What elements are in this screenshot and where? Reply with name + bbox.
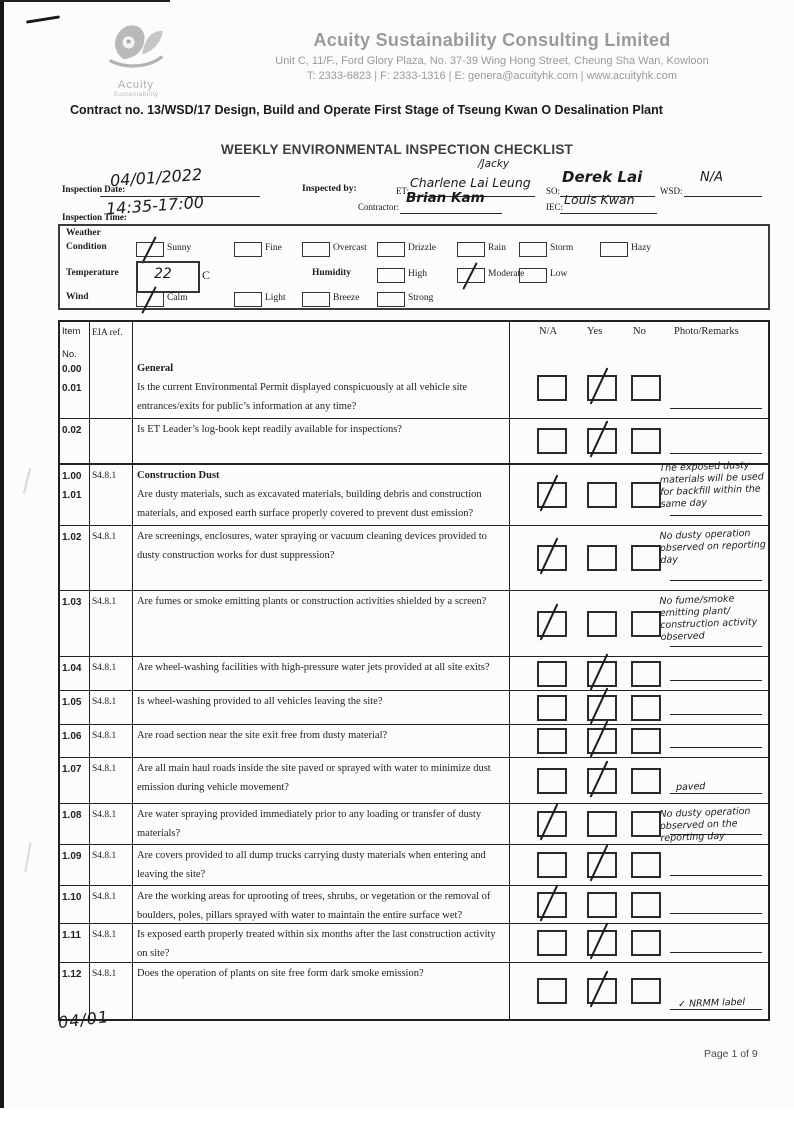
leaf-logo-icon — [103, 22, 169, 74]
iec-line — [560, 213, 657, 214]
row-answer-cell — [510, 758, 768, 803]
inspection-time-value: 14:35-17:00 — [105, 192, 205, 219]
checkbox-na[interactable] — [537, 892, 567, 918]
table-row — [60, 656, 768, 690]
question-text: Are all main haul roads inside the site paved or sprayed with water to minimize dust emission during vehicle movement? — [137, 763, 491, 793]
tick-mark — [590, 687, 609, 724]
row-eia-ref — [90, 526, 133, 590]
checkbox-yes[interactable] — [587, 852, 617, 878]
checkbox[interactable] — [377, 292, 405, 307]
item-number: 1.07 — [62, 764, 82, 775]
header-no: No — [633, 326, 646, 337]
item-number: 0.02 — [62, 425, 82, 436]
table-row — [60, 844, 768, 885]
remarks-line — [670, 913, 762, 914]
tick-mark — [590, 970, 609, 1007]
eia-ref: S4.8.1 — [92, 471, 117, 481]
iec-label: IEC: — [546, 202, 563, 212]
condition-label: Condition — [66, 242, 107, 252]
company-logo — [96, 22, 176, 98]
checkbox[interactable] — [302, 292, 330, 307]
tick-mark — [590, 653, 609, 690]
checkbox-label: Storm — [550, 243, 574, 253]
eia-ref: S4.8.1 — [92, 663, 117, 673]
wsd-label: WSD: — [660, 186, 683, 196]
item-number: 0.00 — [62, 364, 82, 375]
checkbox-na[interactable] — [537, 768, 567, 794]
inspection-date-label: Inspection Date: — [62, 184, 126, 194]
corner-note: 04/01 — [57, 1006, 111, 1033]
table-row — [60, 923, 768, 962]
remark-text: The exposed dusty materials will be used for backfill within the same day — [659, 459, 765, 511]
checkbox-na[interactable] — [537, 695, 567, 721]
header-item — [60, 322, 90, 358]
row-item-no — [60, 657, 90, 690]
scan-border-top — [0, 0, 170, 2]
checkbox[interactable] — [457, 268, 485, 283]
weather-section — [58, 224, 770, 310]
checkbox-no[interactable] — [631, 695, 661, 721]
table-row — [60, 418, 768, 463]
checkbox-yes[interactable] — [587, 811, 617, 837]
row-question-cell — [133, 691, 510, 724]
scan-crease — [23, 468, 31, 494]
checkbox[interactable] — [377, 268, 405, 283]
inspection-date-value: 04/01/2022 — [109, 164, 203, 191]
question-text: Does the operation of plants on site free form dark smoke emission? — [137, 968, 424, 979]
logo-subtext: Sustainability — [113, 91, 159, 98]
tick-mark — [590, 420, 609, 457]
remarks-line — [670, 680, 762, 681]
table-row — [60, 885, 768, 923]
remarks-line — [670, 875, 762, 876]
scan-edge-bottom — [0, 1108, 794, 1123]
row-item-no — [60, 845, 90, 885]
temperature-unit: C — [202, 268, 211, 282]
table-row — [60, 690, 768, 724]
table-row — [60, 459, 768, 525]
tick-mark — [590, 760, 609, 797]
checkbox-label: Low — [550, 269, 568, 279]
checkbox-yes[interactable] — [587, 695, 617, 721]
remark-text: No dusty operation observed on the reporting day — [659, 805, 751, 845]
page-number: Page 1 of 9 — [704, 1048, 758, 1060]
checkbox[interactable] — [457, 242, 485, 257]
header-remarks: Photo/Remarks — [674, 326, 739, 337]
humidity-label: Humidity — [312, 268, 352, 278]
remarks-line — [670, 580, 762, 581]
remarks-line — [670, 646, 762, 647]
inspection-time-label: Inspection Time: — [62, 212, 127, 222]
row-question-cell — [133, 804, 510, 844]
row-item-no — [60, 886, 90, 923]
checkbox-yes[interactable] — [587, 768, 617, 794]
checkbox-no[interactable] — [631, 545, 661, 571]
header-item-line1: Item — [62, 326, 81, 337]
row-answer-cell — [510, 845, 768, 885]
question-text: Are the working areas for uprooting of trees, shrubs, or vegetation or the removal of boulders, poles, pillars sprayed with water to maintain the entire surface wet? — [137, 891, 491, 921]
eia-ref: S4.8.1 — [92, 597, 117, 607]
remarks-line — [670, 453, 762, 454]
checkbox-no[interactable] — [631, 978, 661, 1004]
checkbox-yes[interactable] — [587, 728, 617, 754]
tick-mark — [462, 262, 477, 290]
checkbox-no[interactable] — [631, 661, 661, 687]
row-eia-ref — [90, 657, 133, 690]
question-text: Is exposed earth properly treated within six months after the last construction activity on site? — [137, 929, 496, 959]
row-question-cell — [133, 358, 510, 418]
row-item-no — [60, 804, 90, 844]
item-number: 1.06 — [62, 731, 82, 742]
table-row — [60, 803, 768, 844]
scan-border-left — [0, 0, 4, 1108]
table-row — [60, 757, 768, 803]
row-eia-ref — [90, 804, 133, 844]
remarks-line — [670, 952, 762, 953]
row-question-cell — [133, 526, 510, 590]
remark-text: No dusty operation observed on reporting day — [659, 527, 766, 567]
checkbox-no[interactable] — [631, 852, 661, 878]
temperature-box[interactable] — [136, 261, 200, 293]
question-text: Are water spraying provided immediately prior to any loading or transfer of dusty materials? — [137, 809, 482, 839]
checkbox[interactable] — [234, 292, 262, 307]
checkbox-label: Hazy — [631, 243, 652, 253]
item-number: 1.00 — [62, 471, 82, 482]
header-eia: EIA ref. — [90, 322, 133, 358]
eia-ref: S4.8.1 — [92, 892, 117, 902]
checkbox[interactable] — [519, 268, 547, 283]
item-number: 1.03 — [62, 597, 82, 608]
wsd-value: N/A — [700, 170, 723, 185]
row-answer-cell — [510, 459, 768, 525]
scan-crease — [24, 842, 31, 872]
inspected-by-label: Inspected by: — [302, 184, 357, 194]
row-item-no — [60, 419, 90, 463]
row-question-cell — [133, 924, 510, 962]
row-answer-cell — [510, 963, 768, 1019]
eia-ref: S4.8.1 — [92, 969, 117, 979]
item-number: 1.01 — [62, 490, 82, 501]
tick-mark — [141, 236, 156, 264]
row-eia-ref — [90, 591, 133, 656]
checkbox-label: Sunny — [167, 243, 192, 253]
row-eia-ref — [90, 886, 133, 923]
row-eia-ref — [90, 691, 133, 724]
row-question-cell — [133, 591, 510, 656]
question-text: Is wheel-washing provided to all vehicles leaving the site? — [137, 696, 383, 707]
so-value: Derek Lai — [562, 168, 643, 186]
row-answer-cell — [510, 526, 768, 590]
remark-text: paved — [675, 781, 706, 794]
row-question-cell — [133, 963, 510, 1019]
checkbox-na[interactable] — [537, 978, 567, 1004]
checkbox-no[interactable] — [631, 482, 661, 508]
et-value: Charlene Lai Leung — [410, 175, 531, 190]
checkbox-no[interactable] — [631, 930, 661, 956]
question-text: Are fumes or smoke emitting plants or construction activities shielded by a screen? — [137, 596, 487, 607]
row-question-cell — [133, 419, 510, 463]
checkbox-na[interactable] — [537, 661, 567, 687]
checklist-table — [58, 320, 770, 1021]
row-item-no — [60, 758, 90, 803]
row-question-cell — [133, 725, 510, 757]
checkbox-yes[interactable] — [587, 661, 617, 687]
remarks-line — [670, 714, 762, 715]
contractor-value: Brian Kam — [406, 190, 485, 206]
et-value-top: /Jacky — [478, 158, 510, 170]
remarks-line — [670, 408, 762, 409]
tick-mark — [540, 803, 559, 840]
section-heading: General — [137, 363, 174, 374]
question-text: Are covers provided to all dump trucks carrying dusty materials when entering and leaving the site? — [137, 850, 486, 880]
checkbox-label: Overcast — [333, 243, 367, 253]
temperature-value: 22 — [154, 266, 172, 282]
contractor-label: Contractor: — [358, 202, 399, 212]
row-eia-ref — [90, 725, 133, 757]
item-number: 1.11 — [62, 930, 81, 941]
checkbox-yes[interactable] — [587, 375, 617, 401]
eia-ref: S4.8.1 — [92, 697, 117, 707]
remark-text: No fume/smoke emitting plant/ construction activity observed — [659, 593, 758, 644]
pen-mark-artifact — [26, 15, 60, 23]
row-item-no — [60, 358, 90, 418]
checkbox-na[interactable] — [537, 728, 567, 754]
checkbox-label: Breeze — [333, 293, 360, 303]
checkbox-yes[interactable] — [587, 930, 617, 956]
row-eia-ref — [90, 465, 133, 525]
item-number: 1.04 — [62, 663, 82, 674]
checkbox-na[interactable] — [537, 611, 567, 637]
et-label: ET: — [396, 186, 410, 196]
header-na: N/A — [539, 326, 558, 337]
logo-text: Acuity — [118, 79, 154, 91]
tick-mark — [540, 884, 559, 921]
tick-mark — [590, 922, 609, 959]
header-answers — [510, 322, 768, 358]
eia-ref: S4.8.1 — [92, 851, 117, 861]
row-item-no — [60, 526, 90, 590]
row-item-no — [60, 691, 90, 724]
item-number: 0.01 — [62, 383, 82, 394]
row-eia-ref — [90, 845, 133, 885]
checkbox-label: Moderate — [488, 269, 525, 279]
checkbox-na[interactable] — [537, 482, 567, 508]
question-text: Is the current Environmental Permit displayed conspicuously at all vehicle site entrances/exits for public’s information at any time? — [137, 382, 468, 412]
row-eia-ref — [90, 758, 133, 803]
tick-mark — [590, 367, 609, 404]
checkbox-na[interactable] — [537, 545, 567, 571]
row-answer-cell — [510, 886, 768, 923]
contractor-line — [400, 213, 502, 214]
row-answer-cell — [510, 591, 768, 656]
page-title: WEEKLY ENVIRONMENTAL INSPECTION CHECKLIST — [221, 142, 573, 157]
checkbox-yes[interactable] — [587, 892, 617, 918]
row-question-cell — [133, 845, 510, 885]
company-address: Unit C, 11/F., Ford Glory Plaza, No. 37-39 Wing Hong Street, Cheung Sha Wan, Kowloon — [275, 55, 709, 67]
checkbox-label: Strong — [408, 293, 434, 303]
checkbox-no[interactable] — [631, 892, 661, 918]
row-answer-cell — [510, 419, 768, 463]
checkbox-na[interactable] — [537, 375, 567, 401]
checkbox-label: Drizzle — [408, 243, 436, 253]
eia-ref: S4.8.1 — [92, 810, 117, 820]
checkbox-label: Rain — [488, 243, 506, 253]
checkbox[interactable] — [519, 242, 547, 257]
tick-mark — [540, 537, 559, 574]
row-eia-ref — [90, 419, 133, 463]
checkbox-label: Light — [265, 293, 286, 303]
section-heading: Construction Dust — [137, 470, 220, 481]
table-row — [60, 962, 768, 1019]
wsd-line — [684, 196, 762, 197]
row-eia-ref — [90, 924, 133, 962]
row-item-no — [60, 591, 90, 656]
wind-label: Wind — [66, 292, 89, 302]
row-answer-cell — [510, 725, 768, 757]
question-text: Are road section near the site exit free from dusty material? — [137, 730, 388, 741]
question-text: Are screenings, enclosures, water spraying or vacuum cleaning devices provided to dusty construction works for dust suppression? — [137, 531, 487, 561]
item-number: 1.10 — [62, 892, 82, 903]
item-number: 1.09 — [62, 851, 82, 862]
checkbox-na[interactable] — [537, 811, 567, 837]
table-row — [60, 525, 768, 590]
checkbox[interactable] — [600, 242, 628, 257]
weather-wind-row — [60, 292, 768, 312]
checkbox-no[interactable] — [631, 375, 661, 401]
checkbox-yes[interactable] — [587, 482, 617, 508]
row-answer-cell — [510, 358, 768, 418]
remarks-line — [670, 747, 762, 748]
weather-condition-row — [60, 242, 768, 262]
row-question-cell — [133, 886, 510, 923]
checkbox-no[interactable] — [631, 811, 661, 837]
temperature-label: Temperature — [66, 268, 119, 278]
header-question — [133, 322, 510, 358]
remark-text: ✓ NRMM label — [677, 996, 746, 1011]
checkbox-label: High — [408, 269, 427, 279]
checkbox-yes[interactable] — [587, 978, 617, 1004]
eia-ref: S4.8.1 — [92, 764, 117, 774]
checkbox[interactable] — [136, 292, 164, 307]
row-answer-cell — [510, 657, 768, 690]
row-question-cell — [133, 758, 510, 803]
question-text: Are dusty materials, such as excavated materials, building debris and construction materials, and exposed earth surface properly covered to prevent dust emission? — [137, 489, 482, 519]
checkbox-label: Fine — [265, 243, 282, 253]
company-contacts: T: 2333-6823 | F: 2333-1316 | E: genera@acuityhk.com | www.acuityhk.com — [306, 70, 678, 82]
row-answer-cell — [510, 804, 768, 844]
row-answer-cell — [510, 691, 768, 724]
tick-mark — [590, 844, 609, 881]
checkbox-no[interactable] — [631, 728, 661, 754]
checkbox-no[interactable] — [631, 428, 661, 454]
remarks-line — [670, 515, 762, 516]
question-text: Are wheel-washing facilities with high-pressure water jets provided at all site exits? — [137, 662, 490, 673]
checkbox-na[interactable] — [537, 930, 567, 956]
checkbox-yes[interactable] — [587, 428, 617, 454]
question-text: Is ET Leader’s log-book kept readily available for inspections? — [137, 424, 402, 435]
table-header-row — [60, 322, 768, 358]
table-row — [60, 724, 768, 757]
checkbox-yes[interactable] — [587, 545, 617, 571]
table-row — [60, 358, 768, 418]
checkbox-no[interactable] — [631, 768, 661, 794]
weather-label: Weather — [66, 228, 101, 238]
company-name: Acuity Sustainability Consulting Limited — [313, 30, 671, 50]
tick-mark — [540, 474, 559, 511]
eia-ref: S4.8.1 — [92, 731, 117, 741]
checkbox[interactable] — [136, 242, 164, 257]
checkbox-na[interactable] — [537, 852, 567, 878]
item-number: 1.08 — [62, 810, 82, 821]
row-eia-ref — [90, 358, 133, 418]
row-item-no — [60, 465, 90, 525]
checkbox-yes[interactable] — [587, 611, 617, 637]
row-item-no — [60, 725, 90, 757]
contract-line: Contract no. 13/WSD/17 Design, Build and Operate First Stage of Tseung Kwan O Desalination Plant — [70, 103, 663, 117]
row-item-no — [60, 924, 90, 962]
weather-temperature-row — [60, 268, 768, 288]
header-yes: Yes — [587, 326, 603, 337]
table-row — [60, 590, 768, 656]
item-number: 1.02 — [62, 532, 82, 543]
checkbox-label: Calm — [167, 293, 188, 303]
eia-ref: S4.8.1 — [92, 532, 117, 542]
item-number: 1.05 — [62, 697, 82, 708]
tick-mark — [540, 603, 559, 640]
item-number: 1.12 — [62, 969, 82, 980]
checkbox[interactable] — [234, 242, 262, 257]
iec-value: Louis Kwan — [564, 192, 635, 207]
checkbox-no[interactable] — [631, 611, 661, 637]
eia-ref: S4.8.1 — [92, 930, 117, 940]
so-label: SO: — [546, 186, 561, 196]
row-question-cell — [133, 657, 510, 690]
checkbox[interactable] — [302, 242, 330, 257]
row-question-cell — [133, 465, 510, 525]
checkbox[interactable] — [377, 242, 405, 257]
tick-mark — [590, 720, 609, 757]
checkbox-na[interactable] — [537, 428, 567, 454]
row-answer-cell — [510, 924, 768, 962]
header-item-line2: No. — [62, 349, 77, 360]
